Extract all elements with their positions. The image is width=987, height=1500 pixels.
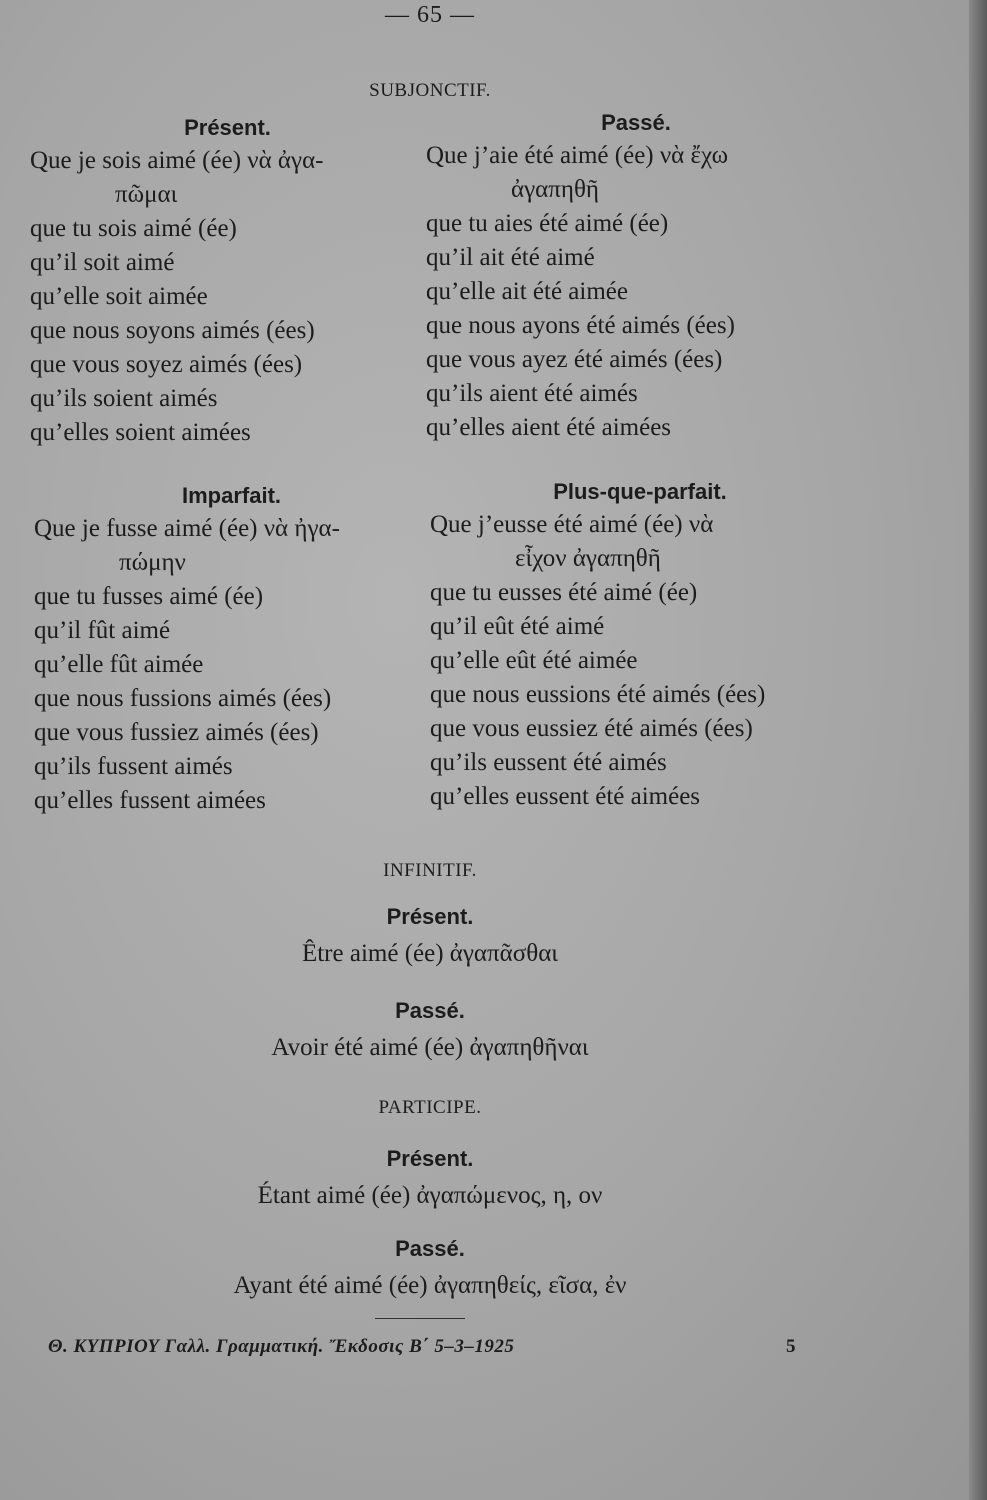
tense-heading-passe: Passé. xyxy=(395,998,465,1023)
conjugation-line: que nous ayons été aimés (ées) xyxy=(426,312,735,339)
conjugation-line: Avoir été aimé (ée) ἀγαπηθῆναι xyxy=(271,1034,589,1061)
conjugation-line: Étant aimé (ée) ἀγαπώμενος, η, ον xyxy=(257,1182,603,1209)
passe-subjonctif-column xyxy=(426,107,846,445)
conjugation-line: qu’ils eussent été aimés xyxy=(430,749,667,776)
footer-rule xyxy=(375,1318,465,1319)
conjugation-line: Ayant été aimé (ée) ἀγαπηθείς, εῖσα, ἐν xyxy=(233,1272,627,1299)
section-title-infinitif: INFINITIF. xyxy=(383,860,477,881)
conjugation-line: εἶχον ἀγαπηθῆ xyxy=(515,545,661,572)
footer-signature-number: 5 xyxy=(786,1336,796,1357)
conjugation-line: Que j’aie été aimé (ée) νὰ ἔχω xyxy=(426,142,729,169)
conjugation-line: qu’ils aient été aimés xyxy=(426,380,638,407)
conjugation-line: qu’elle fût aimée xyxy=(34,651,204,678)
tense-heading-present: Présent. xyxy=(386,1146,474,1171)
footer-imprint: Θ. ΚΥΠΡΙΟΥ Γαλλ. Γραμματική. Ἔκδοσις Β΄ 5–3–1925 xyxy=(48,1336,515,1357)
conjugation-line: qu’il fût aimé xyxy=(34,617,171,644)
conjugation-line: que vous ayez été aimés (ées) xyxy=(426,346,723,373)
infinitif-passe-block xyxy=(0,994,860,1068)
conjugation-line: Que je fusse aimé (ée) νὰ ἠγα- xyxy=(34,515,340,542)
page-edge-shadow xyxy=(969,0,987,1500)
tense-heading-present: Présent. xyxy=(184,115,271,140)
conjugation-line: Être aimé (ée) ἀγαπᾶσθαι xyxy=(301,940,559,967)
plus-que-parfait-subjonctif-column xyxy=(430,476,850,814)
conjugation-line: qu’elles soient aimées xyxy=(30,419,251,446)
conjugation-line: qu’il eût été aimé xyxy=(430,613,605,640)
conjugation-line: qu’elle soit aimée xyxy=(30,283,208,310)
conjugation-line: qu’elles aient été aimées xyxy=(426,414,672,441)
conjugation-line: πῶμαι xyxy=(115,181,178,208)
conjugation-line: que tu sois aimé (ée) xyxy=(30,215,237,242)
conjugation-line: ἀγαπηθῆ xyxy=(511,176,599,203)
participe-block xyxy=(0,1142,860,1216)
conjugation-line: qu’elles eussent été aimées xyxy=(430,783,701,810)
tense-heading-passe: Passé. xyxy=(601,110,671,135)
conjugation-line: πώμην xyxy=(119,549,186,576)
section-title-participe: PARTICIPE. xyxy=(378,1097,482,1118)
tense-heading-present: Présent. xyxy=(386,904,474,929)
imparfait-subjonctif-column xyxy=(34,480,429,818)
conjugation-line: que vous fussiez aimés (ées) xyxy=(34,719,319,746)
conjugation-line: que vous eussiez été aimés (ées) xyxy=(430,715,753,742)
conjugation-line: que tu aies été aimé (ée) xyxy=(426,210,669,237)
conjugation-line: Que je sois aimé (ée) νὰ ἀγα- xyxy=(30,147,324,174)
tense-heading-imparfait: Imparfait. xyxy=(181,483,282,508)
conjugation-line: qu’elles fussent aimées xyxy=(34,787,266,814)
tense-heading-passe: Passé. xyxy=(395,1236,465,1261)
conjugation-line: qu’elle ait été aimée xyxy=(426,278,628,305)
tense-heading-plus-que-parfait: Plus-que-parfait. xyxy=(553,479,727,504)
conjugation-line: que nous eussions été aimés (ées) xyxy=(430,681,766,708)
conjugation-line: qu’il ait été aimé xyxy=(426,244,595,271)
conjugation-line: que nous fussions aimés (ées) xyxy=(34,685,332,712)
conjugation-line: que tu fusses aimé (ée) xyxy=(34,583,264,610)
conjugation-line: qu’ils soient aimés xyxy=(30,385,218,412)
page-number: — 65 — xyxy=(385,2,475,28)
participe-passe-block xyxy=(0,1232,860,1306)
section-title-subjonctif: SUBJONCTIF. xyxy=(369,80,491,101)
conjugation-line: que vous soyez aimés (ées) xyxy=(30,351,303,378)
conjugation-line: qu’ils fussent aimés xyxy=(34,753,233,780)
conjugation-line: qu’elle eût été aimée xyxy=(430,647,638,674)
conjugation-line: qu’il soit aimé xyxy=(30,249,175,276)
infinitif-block xyxy=(0,900,860,974)
conjugation-line: que nous soyons aimés (ées) xyxy=(30,317,315,344)
present-subjonctif-column xyxy=(30,112,425,450)
conjugation-line: Que j’eusse été aimé (ée) νὰ xyxy=(430,511,714,538)
conjugation-line: que tu eusses été aimé (ée) xyxy=(430,579,698,606)
